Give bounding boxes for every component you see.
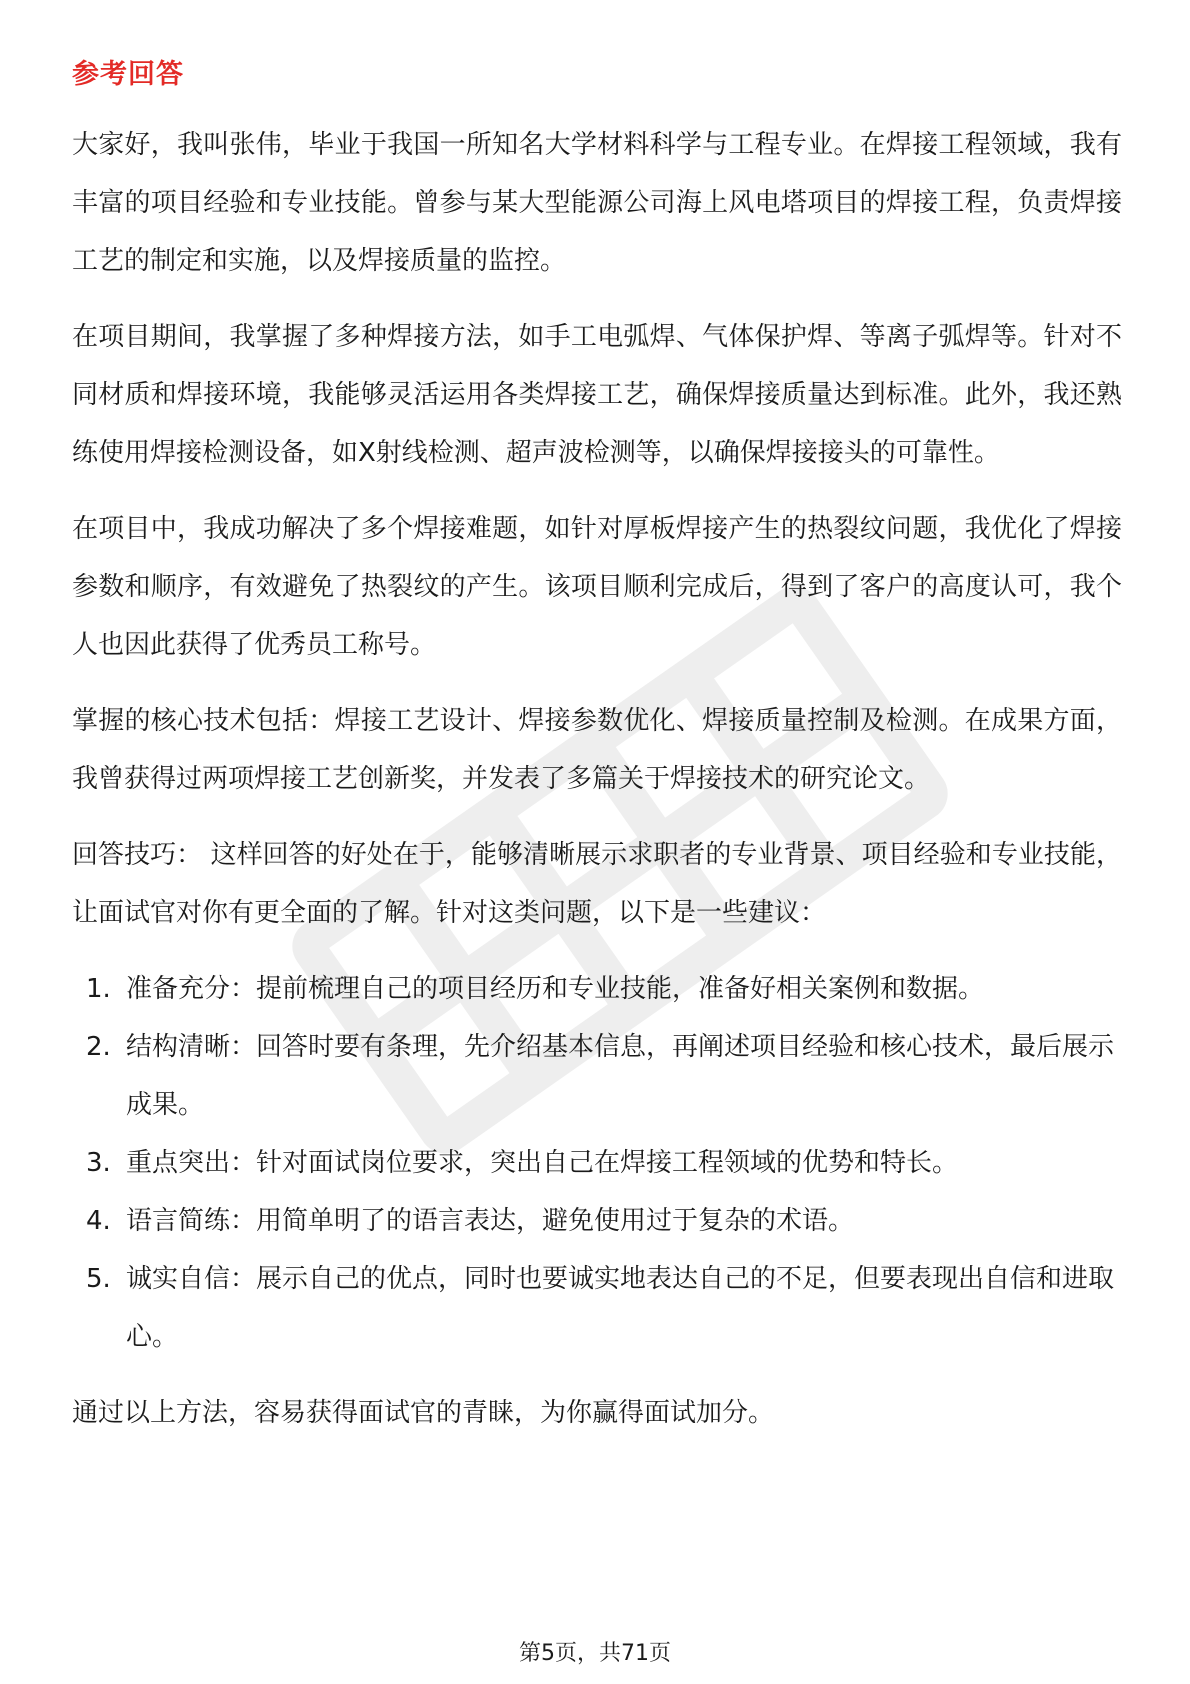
list-item-number: 2.: [86, 1032, 111, 1062]
list-item-text: 重点突出：针对面试岗位要求，突出自己在焊接工程领域的优势和特长。: [126, 1148, 959, 1178]
list-item-text: 结构清晰：回答时要有条理，先介绍基本信息，再阐述项目经验和核心技术，最后展示成果。: [126, 1032, 1115, 1120]
achievement-paragraph: 在项目中，我成功解决了多个焊接难题，如针对厚板焊接产生的热裂纹问题，我优化了焊接参数和顺序，有效避免了热裂纹的产生。该项目顺利完成后，得到了客户的高度认可，我个人也因此获得了优秀员工称号。: [72, 514, 1122, 660]
page-number: 第5页，共71页: [519, 1641, 671, 1666]
tips-list: [72, 960, 1122, 1366]
list-item-number: 4.: [86, 1206, 111, 1236]
intro-paragraph: 大家好，我叫张伟，毕业于我国一所知名大学材料科学与工程专业。在焊接工程领域，我有丰富的项目经验和专业技能。曾参与某大型能源公司海上风电塔项目的焊接工程，负责焊接工艺的制定和实施，以及焊接质量的监控。: [72, 130, 1122, 276]
list-item-text: 诚实自信：展示自己的优点，同时也要诚实地表达自己的不足，但要表现出自信和进取心。: [126, 1264, 1115, 1352]
list-item: [72, 1192, 1122, 1250]
list-item-number: 1.: [86, 974, 111, 1004]
content-body: [72, 116, 1122, 1460]
core-skills-paragraph: 掌握的核心技术包括：焊接工艺设计、焊接参数优化、焊接质量控制及检测。在成果方面，我曾获得过两项焊接工艺创新奖，并发表了多篇关于焊接技术的研究论文。: [72, 706, 1122, 794]
list-item: [72, 1250, 1122, 1366]
list-item: [72, 1018, 1122, 1134]
list-item: [72, 1134, 1122, 1192]
list-item: [72, 960, 1122, 1018]
tips-intro-paragraph: 回答技巧： 这样回答的好处在于，能够清晰展示求职者的专业背景、项目经验和专业技能，让面试官对你有更全面的了解。针对这类问题，以下是一些建议：: [72, 840, 1122, 928]
list-item-text: 准备充分：提前梳理自己的项目经历和专业技能，准备好相关案例和数据。: [126, 974, 985, 1004]
closing-paragraph: 通过以上方法，容易获得面试官的青睐，为你赢得面试加分。: [72, 1398, 775, 1428]
list-item-number: 5.: [86, 1264, 111, 1294]
list-item-text: 语言简练：用简单明了的语言表达，避免使用过于复杂的术语。: [126, 1206, 855, 1236]
list-item-number: 3.: [86, 1148, 111, 1178]
section-heading: 参考回答: [72, 59, 184, 90]
methods-paragraph: 在项目期间，我掌握了多种焊接方法，如手工电弧焊、气体保护焊、等离子弧焊等。针对不同材质和焊接环境，我能够灵活运用各类焊接工艺，确保焊接质量达到标准。此外，我还熟练使用焊接检测设备，如X射线检测、超声波检测等，以确保焊接接头的可靠性。: [72, 322, 1122, 468]
